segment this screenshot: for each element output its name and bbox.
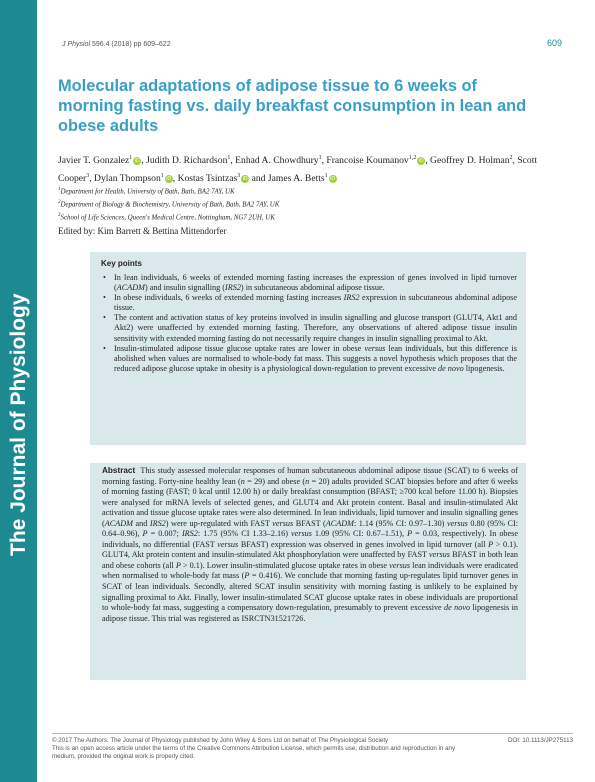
running-head-issue: 596.4 (2018) pp 609–622 — [90, 41, 171, 48]
author-name[interactable]: Scott Cooper — [58, 155, 538, 184]
affiliation-number: 2 — [58, 200, 61, 206]
footer-license-text: This is an open access article under the terms of the Creative Commons Attribution License, which permits use, distribution and reproduction in any medium, provided the original work is properly cited. — [52, 744, 456, 760]
affiliation — [58, 198, 558, 211]
author-name[interactable]: Geoffrey D. Holman — [430, 155, 510, 167]
author-separator: , — [321, 155, 327, 167]
edited-by: Edited by: Kim Barrett & Bettina Mittendorfer — [58, 226, 227, 236]
orcid-icon[interactable]: iD — [418, 158, 424, 165]
key-points-list — [101, 273, 517, 374]
key-point-item: • The content and activation status of key proteins involved in insulin signalling and glucose transport (GLUT4, Akt1 and Akt2) were unaffected by extended morning fasting. Therefore, any observations of altered adipose tissue insulin sensitivity with extended morning fasting do not necessarily require changes in insulin signalling proximal to Akt. — [101, 313, 517, 343]
author-separator: , — [512, 155, 518, 167]
author-name[interactable]: Francoise Koumanov — [326, 155, 409, 167]
orcid-icon[interactable]: iD — [134, 158, 140, 165]
author-affiliation-mark: 1 — [160, 172, 164, 179]
footer-license — [52, 737, 472, 761]
affiliation — [58, 185, 558, 198]
journal-sidebar-title: The Journal of Physiology — [7, 293, 30, 556]
key-point-item: • In obese individuals, 6 weeks of extended morning fasting increases IRS2 expression in subcutaneous abdominal adipose tissue. — [101, 293, 517, 313]
author-separator: , — [141, 155, 147, 167]
article-title: Molecular adaptations of adipose tissue to 6 weeks of morning fasting vs. daily breakfast consumption in lean and obese adults — [58, 77, 527, 135]
abstract-text: This study assessed molecular responses of human subcutaneous abdominal adipose tissue (SCAT) to 6 weeks of morning fasting. Forty-nine healthy lean (n = 29) and obese (n = 20) adults provided SCAT biopsies before and after 6 weeks of morning fasting (FAST; 0 kcal until 12.00 h) or daily breakfast consumption (BFAST; ≥700 kcal before 11.00 h). Biopsies were analysed for mRNA levels of selected genes, and GLUT4 and Akt protein content. Basal and insulin-stimulated Akt activation and tissue glucose uptake rates were also determined. In lean individuals, lipid turnover and insulin signalling genes (ACADM and IRS2) were up-regulated with FAST versus BFAST (ACADM: 1.14 (95% CI: 0.97–1.30) versus 0.80 (95% CI: 0.64–0.96), P = 0.007; IRS2: 1.75 (95% CI 1.33–2.16) versus 1.09 (95% CI: 0.67–1.51), P = 0.03, respectively). In obese individuals, no differential (FAST versus BFAST) expression was observed in genes involved in lipid turnover (all P > 0.1). GLUT4, Akt protein content and insulin-stimulated Akt phosphorylation were unaffected by FAST versus BFAST in both lean and obese cohorts (all P > 0.1). Lower insulin-stimulated glucose uptake rates in obese versus lean individuals were eradicated when normalised to whole-body fat mass (P = 0.416). We conclude that morning fasting up-regulates lipid turnover genes in SCAT of lean individuals. Secondly, altered SCAT insulin sensitivity with morning fasting is unlikely to be explained by signalling proximal to Akt. Finally, lower insulin-stimulated SCAT glucose uptake rates in obese individuals are proportional to whole-body fat mass, suggesting a compensatory down-regulation, presumably to prevent excessive de novo lipogenesis in adipose tissue. This trial was registered as ISRCTN31521726. — [102, 466, 519, 623]
author-separator: , — [425, 155, 431, 167]
abstract-heading: Abstract — [102, 466, 136, 475]
key-points-heading: Key points — [101, 259, 142, 268]
footer-copyright: © 2017 The Authors. The Journal of Physiology published by John Wiley & Sons Ltd on behalf of The Physiological Society — [52, 737, 389, 744]
author-name[interactable]: Javier T. Gonzalez — [58, 155, 130, 167]
page-number: 609 — [546, 38, 562, 48]
author-separator: , — [172, 172, 178, 184]
affiliation-text: Department of Biology & Biochemistry, University of Bath, Bath, BA2 7AY, UK — [60, 201, 280, 209]
author-separator: and — [249, 172, 268, 184]
orcid-icon[interactable]: iD — [166, 175, 172, 182]
author-affiliation-mark: 1 — [227, 155, 231, 161]
running-head — [62, 41, 171, 48]
author-affiliation-mark: 1,2 — [408, 155, 417, 161]
author-affiliation-mark: 1 — [324, 172, 328, 179]
author-separator: , — [230, 155, 236, 167]
affiliation-text: Department for Health, University of Bath, Bath, BA2 7AY, UK — [60, 188, 235, 196]
author-name[interactable]: Kostas Tsintzas — [177, 172, 238, 184]
affiliation-list — [58, 185, 558, 224]
journal-sidebar — [0, 0, 37, 782]
footer-divider — [52, 733, 573, 734]
footer-doi: DOI: 10.1113/JP275113 — [507, 737, 573, 744]
author-separator: , — [89, 172, 95, 184]
key-point-item: • Insulin-stimulated adipose tissue glucose uptake rates are lower in obese versus lean individuals, but this difference is abolished when values are normalised to whole-body fat mass. This suggests a novel hypothesis which proposes that the reduced adipose glucose uptake in obesity is a physiological down-regulation to prevent excessive de novo lipogenesis. — [101, 344, 517, 374]
author-list — [58, 151, 558, 186]
affiliation-number: 1 — [58, 187, 61, 192]
author-name[interactable]: Enhad A. Chowdhury — [235, 155, 319, 167]
orcid-icon[interactable]: iD — [330, 175, 335, 182]
affiliation-number: 3 — [58, 213, 61, 219]
running-head-journal: J Physiol — [62, 41, 91, 48]
affiliation — [58, 211, 558, 224]
abstract-box — [90, 463, 526, 680]
key-points-box — [90, 252, 526, 445]
author-affiliation-mark: 1 — [318, 155, 322, 161]
orcid-icon[interactable]: iD — [242, 175, 248, 182]
author-affiliation-mark: 3 — [86, 172, 90, 179]
author-name[interactable]: James A. Betts — [267, 172, 325, 184]
affiliation-text: School of Life Sciences, Queen's Medical Centre, Nottingham, NG7 2UH, UK — [60, 214, 275, 222]
author-affiliation-mark: 3 — [237, 172, 241, 179]
author-affiliation-mark: 2 — [509, 155, 513, 161]
author-name[interactable]: Dylan Thompson — [94, 172, 161, 184]
key-point-item: • In lean individuals, 6 weeks of extended morning fasting increases the expression of genes involved in lipid turnover (ACADM) and insulin signalling (IRS2) in subcutaneous abdominal adipose tissue. — [101, 273, 517, 293]
author-affiliation-mark: 1 — [129, 155, 133, 161]
author-name[interactable]: Judith D. Richardson — [146, 155, 228, 167]
